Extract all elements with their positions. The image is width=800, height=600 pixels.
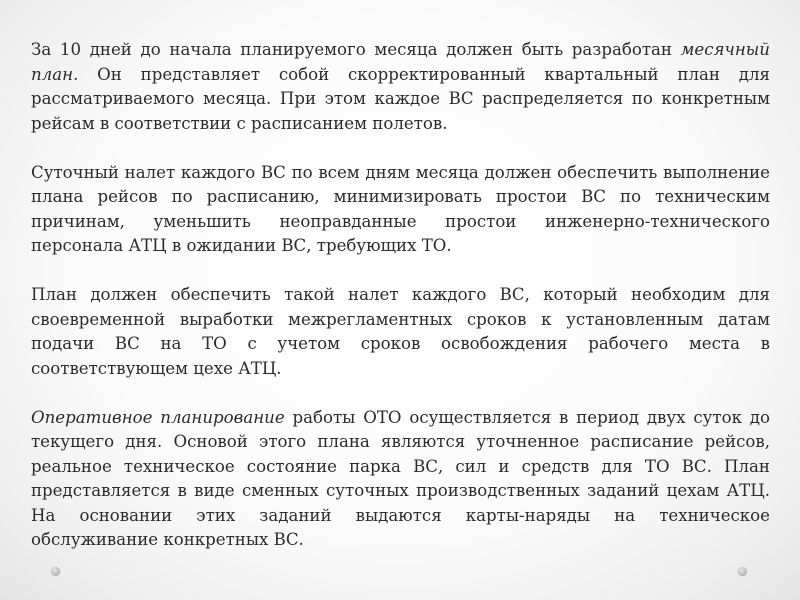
text-run: За 10 дней до начала планируемого месяца должен быть разработан <box>31 40 681 59</box>
term-operational-planning: Оперативное планирование <box>31 407 285 427</box>
text-run: План должен обеспечить такой налет каждого ВС, который необходим для своевременной выработки межрегламентных сроков к установленным датам подачи ВС на ТО с учетом сроков освобождения рабочего места в соответствующем цехе АТЦ. <box>31 285 770 378</box>
term-monthly-plan: месячный план. <box>31 40 770 84</box>
text-run: Он представляет собой скорректированный квартальный план для рассматриваемого месяца. При этом каждое ВС распределяется по конкретным рейсам в соответствии с расписанием полетов. <box>31 64 770 133</box>
text-run: Суточный налет каждого ВС по всем дням месяца должен обеспечить выполнение плана рейсов по расписанию, минимизировать простои ВС по техническим причинам, уменьшить неоправданные простои инженерно-технического персонала АТЦ в ожидании ВС, требующих ТО. <box>31 162 770 255</box>
paragraph-plan-requirements <box>31 283 770 381</box>
paragraph-daily-flight <box>31 161 770 259</box>
paragraph-operational-planning <box>31 406 770 553</box>
decorative-dot-right <box>738 567 747 576</box>
text-run: работы ОТО осуществляется в период двух суток до текущего дня. Основой этого плана являются уточненное расписание рейсов, реальное техническое состояние парка ВС, сил и средств для ТО ВС. План представляется в виде сменных суточных производственных заданий цехам АТЦ. На основании этих заданий выдаются карты-наряды на техническое обслуживание конкретных ВС. <box>31 407 770 549</box>
slide-text-body <box>31 38 770 553</box>
decorative-dot-left <box>51 567 60 576</box>
paragraph-monthly-plan <box>31 38 770 136</box>
